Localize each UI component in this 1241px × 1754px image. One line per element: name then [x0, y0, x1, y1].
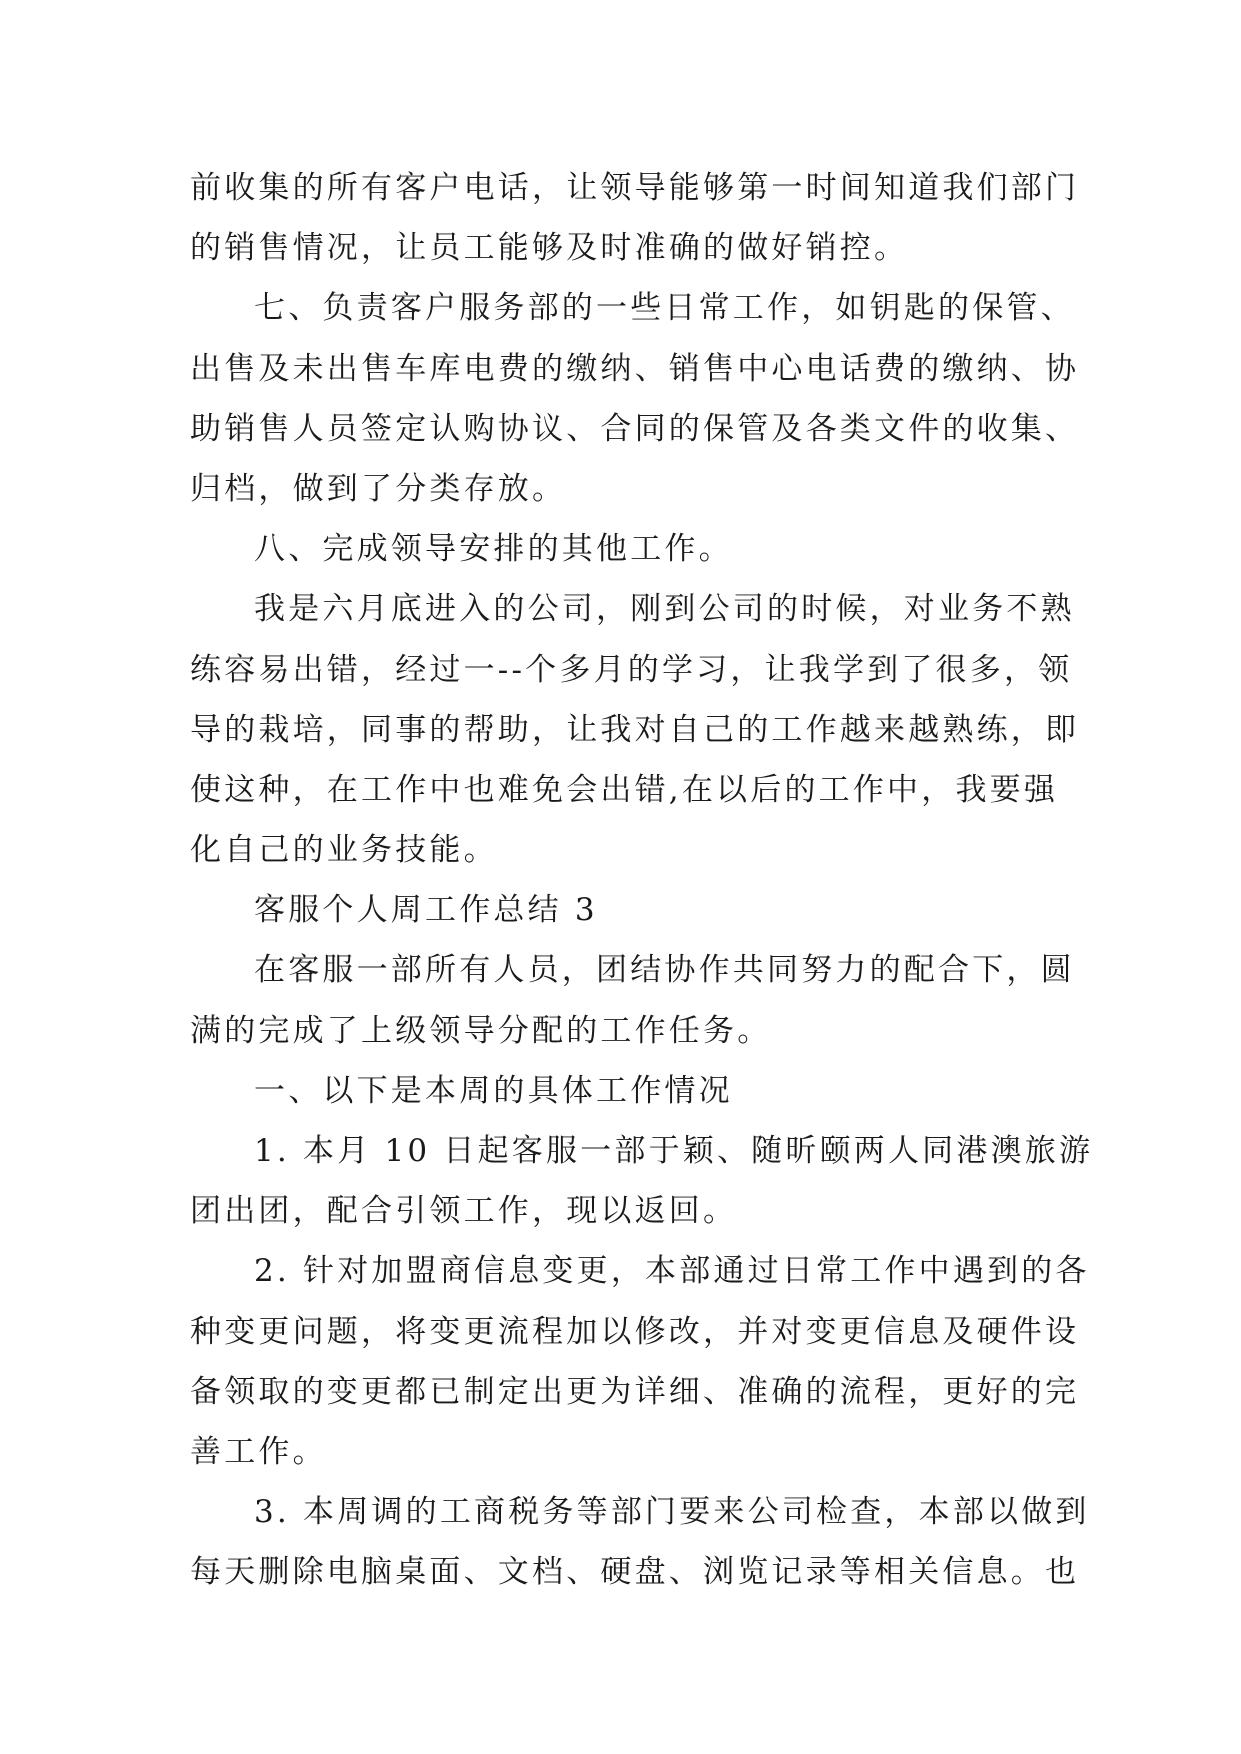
text-line: 2. 针对加盟商信息变更，本部通过日常工作中遇到的各 — [254, 1253, 1090, 1290]
text-line: 一、以下是本周的具体工作情况 — [254, 1072, 733, 1109]
document-body — [190, 158, 1094, 1603]
text-line: 练容易出错，经过一--个多月的学习，让我学到了很多，领 — [190, 651, 1073, 688]
text-line: 种变更问题，将变更流程加以修改，并对变更信息及硬件设 — [190, 1313, 1080, 1350]
text-line: 的销售情况，让员工能够及时准确的做好销控。 — [190, 230, 909, 267]
text-line: 出售及未出售车库电费的缴纳、销售中心电话费的缴纳、协 — [190, 350, 1080, 387]
text-line: 导的栽培，同事的帮助，让我对自己的工作越来越熟练，即 — [190, 711, 1080, 748]
text-line: 备领取的变更都已制定出更为详细、准确的流程，更好的完 — [190, 1373, 1080, 1410]
text-line: 善工作。 — [190, 1433, 327, 1470]
text-line: 1. 本月 10 日起客服一部于颖、随昕颐两人同港澳旅游 — [254, 1133, 1094, 1169]
text-line: 八、完成领导安排的其他工作。 — [254, 531, 733, 568]
text-line: 3. 本周调的工商税务等部门要来公司检查，本部以做到 — [254, 1494, 1090, 1531]
text-line: 团出团，配合引领工作，现以返回。 — [190, 1193, 738, 1230]
text-line: 在客服一部所有人员，团结协作共同努力的配合下，圆 — [254, 952, 1075, 989]
text-line: 七、负责客户服务部的一些日常工作，如钥匙的保管、 — [254, 290, 1075, 327]
text-line: 前收集的所有客户电话，让领导能够第一时间知道我们部门 — [190, 170, 1080, 206]
text-line: 归档，做到了分类存放。 — [190, 470, 567, 507]
text-line: 我是六月底进入的公司，刚到公司的时候，对业务不熟 — [254, 591, 1075, 628]
text-line: 满的完成了上级领导分配的工作任务。 — [190, 1012, 772, 1049]
text-line: 化自己的业务技能。 — [190, 832, 498, 869]
section-heading: 客服个人周工作总结 3 — [254, 892, 598, 929]
text-line: 每天删除电脑桌面、文档、硬盘、浏览记录等相关信息。也 — [190, 1554, 1080, 1591]
text-line: 助销售人员签定认购协议、合同的保管及各类文件的收集、 — [190, 410, 1080, 447]
text-line: 使这种，在工作中也难免会出错,在以后的工作中，我要强 — [190, 771, 1059, 808]
